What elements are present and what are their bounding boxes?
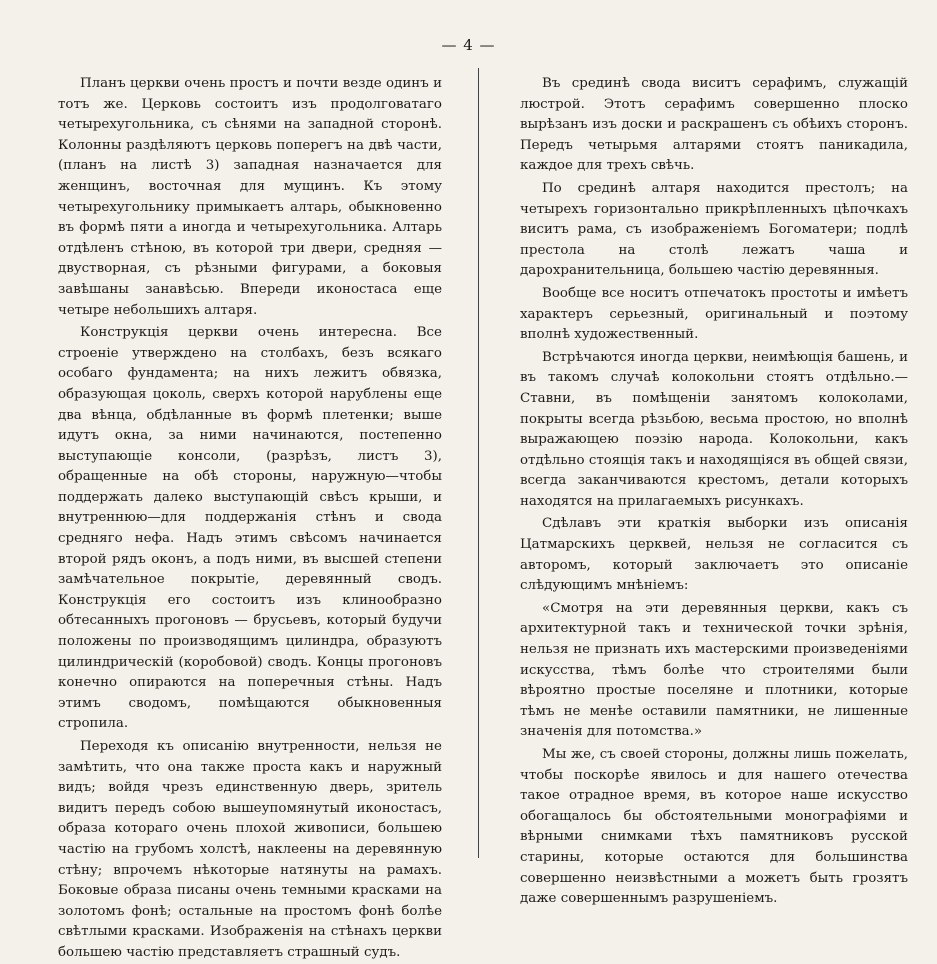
column-divider bbox=[478, 68, 479, 858]
paragraph: Конструкція церкви очень интересна. Все строеніе утверждено на столбахъ, безъ всякаго особаго фундамента; на нихъ лежитъ обвязка, образующая цоколь, сверхъ которой нарублены еще два вѣнца, обдѣланные въ формѣ плетенки; выше идутъ окна, за ними начинаются, постепенно выступающіе консоли, (разрѣзъ, листъ 3), обращенные на обѣ стороны, наружную—чтобы поддержать далеко выступающій свѣсъ крыши, и внутреннюю—для поддержанія стѣнъ и свода средняго нефа. Надъ этимъ свѣсомъ начинается второй рядъ оконъ, а подъ ними, въ высшей степени замѣчательное покрытіе, деревянный сводъ. Конструкція его состоитъ изъ клинообразно обтесанныхъ прогоновъ — брусьевъ, который будучи положены по производящимъ цилиндра, образуютъ цилиндрическій (коробовой) сводъ. Концы прогоновъ конечно опираются на поперечныя стѣны. Надъ этимъ сводомъ, помѣщаются обыкновенныя стропила. bbox=[58, 325, 442, 732]
left-column bbox=[58, 74, 442, 964]
right-column bbox=[520, 74, 908, 910]
paragraph: Мы же, съ своей стороны, должны лишь пожелать, чтобы поскорѣе явилось и для нашего отечества такое отрадное время, въ которое наше искусство обогащалось бы обстоятельными монографіями и вѣрными снимками тѣхъ памятниковъ русской старины, которые остаются для большинства совершенно неизвѣстными а можетъ быть грозятъ даже совершеннымъ разрушеніемъ. bbox=[520, 747, 908, 907]
paragraph: Сдѣлавъ эти краткія выборки изъ описанія Цатмарскихъ церквей, нельзя не согласится съ авторомъ, который заключаетъ это описаніе слѣдующимъ мнѣніемъ: bbox=[520, 516, 908, 594]
quote-paragraph: «Смотря на эти деревянныя церкви, какъ съ архитектурной такъ и технической точки зрѣнія, нельзя не признать ихъ мастерскими произведеніями искусства, тѣмъ болѣе что строителями были вѣроятно простые поселяне и плотники, которые тѣмъ не менѣе оставили памятники, не лишенные значенія для потомства.» bbox=[520, 600, 908, 740]
page-number: — 4 — bbox=[441, 36, 496, 54]
paragraph: Встрѣчаются иногда церкви, неимѣющія башень, и въ такомъ случаѣ колокольни стоятъ отдѣльно.—Ставни, въ помѣщеніи занятомъ колоколами, покрыты всегда рѣзьбою, весьма простою, но вполнѣ выражающею поэзію народа. Колокольни, какъ отдѣльно стоящія такъ и находящіяся въ общей связи, всегда заканчиваются крестомъ, детали которыхъ находятся на прилагаемыхъ рисункахъ. bbox=[520, 349, 908, 509]
paragraph: Вообще все носитъ отпечатокъ простоты и имѣетъ характеръ серьезный, оригинальный и поэтому вполнѣ художественный. bbox=[520, 285, 908, 343]
paragraph: По срединѣ алтаря находится престолъ; на четырехъ горизонтально прикрѣпленныхъ цѣпочкахъ виситъ рама, съ изображеніемъ Богоматери; подлѣ престола на столѣ лежатъ чаша и дарохранительница, большею частію деревянныя. bbox=[520, 180, 908, 279]
paragraph: Въ срединѣ свода виситъ серафимъ, служащій люстрой. Этотъ серафимъ совершенно плоско вырѣзанъ изъ доски и раскрашенъ съ обѣихъ сторонъ. Передъ четырьмя алтарями стоятъ паникадила, каждое для трехъ свѣчь. bbox=[520, 76, 908, 174]
paragraph: Планъ церкви очень простъ и почти везде одинъ и тотъ же. Церковь состоитъ изъ продолговатаго четырехугольника, съ сѣнями на западной сторонѣ. Колонны раздѣляютъ церковь поперегъ на двѣ части, (планъ на листѣ 3) западная назначается для женщинъ, восточная для мущинъ. Къ этому четырехугольнику примыкаетъ алтарь, обыкновенно въ формѣ пяти а иногда и четырехугольника. Алтарь отдѣленъ стѣною, въ которой три двери, средняя — двустворная, съ рѣзными фигурами, а боковыя завѣшаны занавѣсью. Впереди иконостаса еще четыре небольшихъ алтаря. bbox=[58, 76, 442, 318]
paragraph: Переходя къ описанію внутренности, нельзя не замѣтить, что она также проста какъ и наружный видъ; войдя чрезъ единственную дверь, зритель видитъ передъ собою вышеупомянутый иконостасъ, образа котораго очень плохой живописи, большею частію на грубомъ холстѣ, наклеены на деревянную стѣну; впрочемъ нѣкоторые натянуты на рамахъ. Боковые образа писаны очень темными красками на золотомъ фонѣ; остальные на простомъ фонѣ болѣе свѣтлыми красками. Изображенія на стѣнахъ церкви большею частію представляетъ страшный судъ. bbox=[58, 739, 442, 960]
